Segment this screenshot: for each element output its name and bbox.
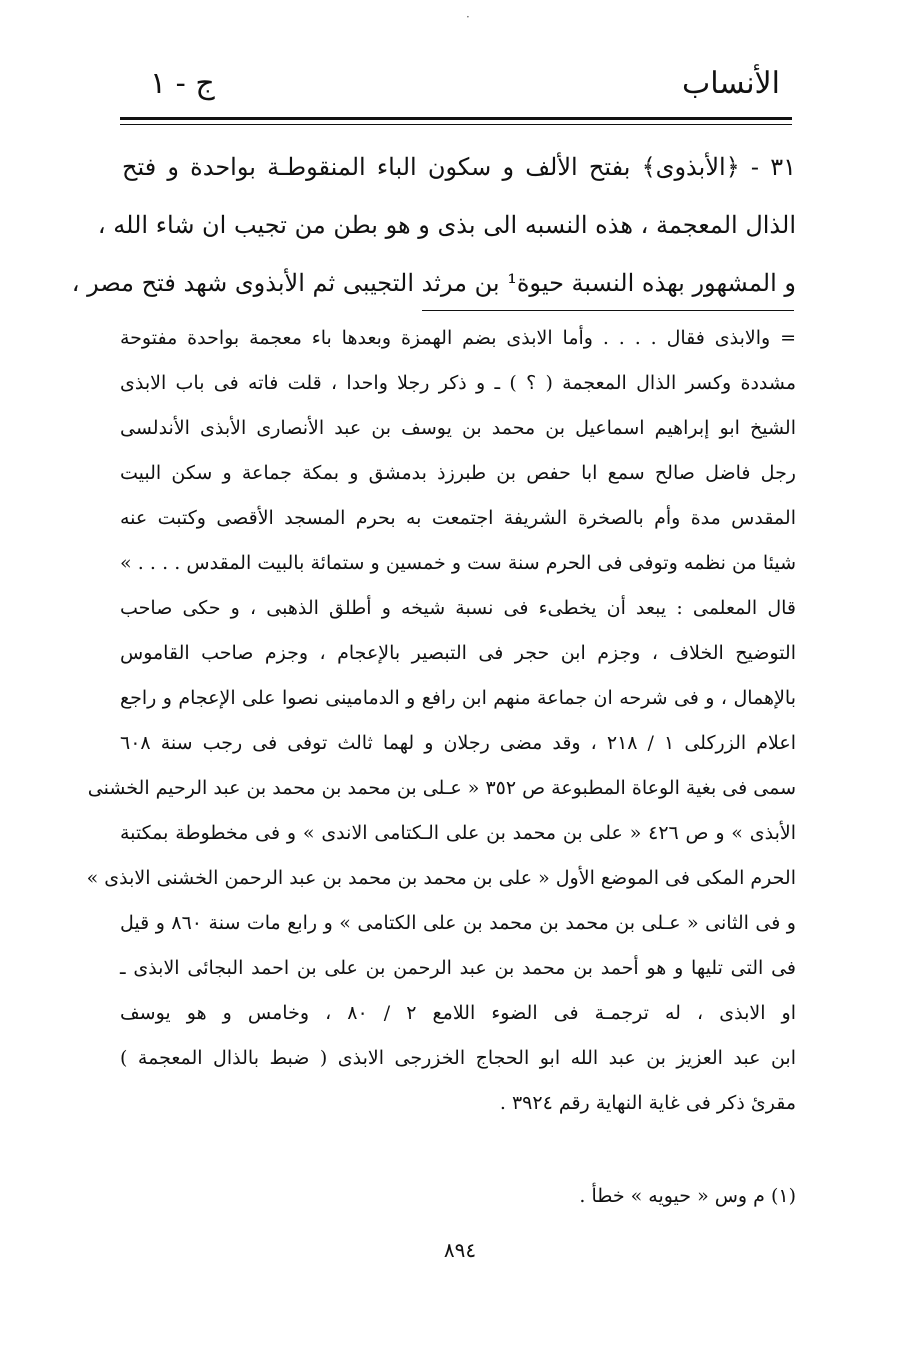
note-line: او الابذى ، له ترجمـة فى الضوء اللامع ٢ / ٨٠ ، وخامس و هو يوسف: [120, 1002, 796, 1024]
top-speck: ·: [466, 10, 470, 24]
note-line: التوضيح الخلاف ، وجزم ابن حجر فى التبصير بالإعجام ، وجزم صاحب القاموس: [120, 642, 796, 664]
note-line: مشددة وكسر الذال المعجمة ( ؟ ) ـ و ذكر رجلا واحدا ، قلت فاته فى باب الابذى: [120, 372, 796, 394]
note-line: المقدس مدة وأم بالصخرة الشريفة اجتمعت به بحرم المسجد الأقصى وكتبت عنه: [120, 507, 796, 529]
footnote: (١) م وس « حيويه » خطأ .: [579, 1185, 796, 1207]
note-line: اعلام الزركلى ١ / ٢١٨ ، وقد مضى رجلان و لهما ثالث توفى فى رجب سنة ٦٠٨: [120, 732, 796, 754]
entry-line: ٣١ - ﴿الأبذوى﴾ بفتح الألف و سكون الباء المنقوطـة بواحدة و فتح: [122, 153, 796, 181]
note-line: ابن عبد العزيز بن عبد الله ابو الحجاج الخزرجى الابذى ( ضبط بالذال المعجمة ): [120, 1047, 796, 1069]
note-line: رجل فاضل صالح سمع ابا حفص بن طبرزذ بدمشق و بمكة جماعة و سكن البيت: [120, 462, 796, 484]
note-line: شيئا من نظمه وتوفى فى الحرم سنة ست و خمسين و ستمائة بالبيت المقدس . . . . »: [120, 552, 796, 574]
note-line: و فى الثانى « عـلى بن محمد بن محمد بن على الكتامى » و رابع مات سنة ٨٦٠ و قيل: [120, 912, 796, 934]
entry-line: و المشهور بهذه النسبة حيوة¹ بن مرثد التجيبى ثم الأبذوى شهد فتح مصر ،: [71, 269, 796, 297]
book-title: الأنساب: [682, 66, 780, 101]
notes-block: [86, 316, 796, 1126]
note-line: الأبذى » و ص ٤٢٦ « على بن محمد بن على الـكتامى الاندى » و فى مخطوطة بمكتبة: [120, 822, 796, 844]
notes-separator: [422, 310, 794, 311]
page-number: ٨٩٤: [443, 1238, 477, 1262]
note-line: سمى فى بغية الوعاة المطبوعة ص ٣٥٢ « عـلى بن محمد بن محمد بن عبد الرحيم الخشنى: [87, 777, 796, 799]
header-rule-thin: [120, 124, 792, 125]
entry-line: الذال المعجمة ، هذه النسبه الى بذى و هو بطن من تجيب ان شاء الله ،: [97, 211, 796, 239]
note-line: بالإهمال ، و فى شرحه ان جماعة منهم ابن رافع و الدمامينى نصوا على الإعجام و راجع: [120, 687, 796, 709]
note-line: قال المعلمى : يبعد أن يخطىء فى نسبة شيخه و أطلق الذهبى ، و حكى صاحب: [120, 597, 796, 619]
note-line: مقرئ ذكر فى غاية النهاية رقم ٣٩٢٤ .: [499, 1092, 796, 1114]
note-line: فى التى تليها و هو أحمد بن محمد بن عبد الرحمن بن على بن احمد البجائى الابذى ـ: [120, 957, 796, 979]
note-line: = والابذى فقال . . . . وأما الابذى بضم الهمزة وبعدها باء معجمة بواحدة مفتوحة: [120, 327, 796, 349]
header-rule-thick: [120, 117, 792, 120]
running-header: [120, 62, 792, 108]
entry-text: [71, 138, 796, 312]
note-line: الشيخ ابو إبراهيم اسماعيل بن محمد بن يوسف بن عبد الأنصارى الأبذى الأندلسى: [120, 417, 796, 439]
volume-label: ج - ١: [150, 66, 215, 101]
note-line: الحرم المكى فى الموضع الأول « على بن محمد بن محمد بن عبد الرحمن الخشنى الابذى »: [86, 867, 796, 889]
